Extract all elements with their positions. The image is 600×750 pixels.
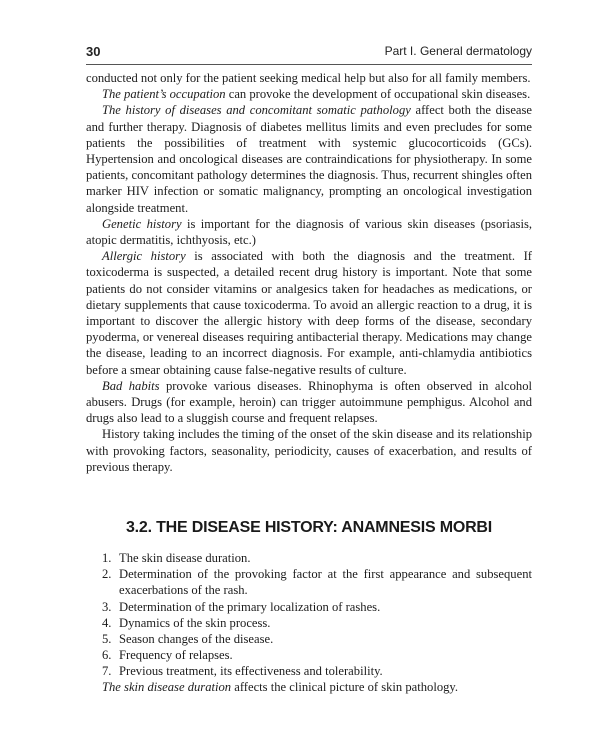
body-text bbox=[86, 70, 532, 475]
paragraph bbox=[86, 378, 532, 427]
paragraph-lead: Bad habits bbox=[102, 378, 160, 393]
paragraph-text: affect both the disease and further therapy. Diagnosis of diabetes mellitus limits and even precludes for some patients the possibilities of treatment with systemic glucocorticoids (GCs). Hypertension and oncological diseases are contraindications for physiotherapy. In some patients, concomitant pathology determines the diagnosis. Thus, recurrent shingles often marker HIV infection or somatic malignancy, prompting an oncological investigation alongside treatment. bbox=[86, 103, 532, 215]
header-rule bbox=[86, 64, 532, 65]
page-number: 30 bbox=[86, 44, 101, 59]
list-item bbox=[86, 566, 532, 598]
paragraph bbox=[86, 102, 532, 215]
list-item-text: Season changes of the disease. bbox=[119, 632, 274, 647]
list-number: 1. bbox=[102, 551, 112, 565]
closing-paragraph bbox=[86, 679, 532, 695]
list-item-text: Determination of the provoking factor at the first appearance and subsequent exacerbations of the rash. bbox=[119, 567, 532, 598]
list-item bbox=[86, 647, 532, 663]
section-heading: 3.2. THE DISEASE HISTORY: ANAMNESIS MORBI bbox=[125, 519, 493, 536]
paragraph-lead: The history of diseases and concomitant somatic pathology bbox=[102, 103, 411, 118]
paragraph bbox=[86, 426, 532, 475]
paragraph-text: affects the clinical picture of skin pathology. bbox=[231, 680, 459, 694]
paragraph-text: is associated with both the diagnosis and the treatment. If toxicoderma is suspected, a detailed recent drug history is important. Note that some patients do not consider vitamins or analgesics taken for headaches as medications, or dietary supplements that cause toxicoderma. To avoid an allergic reaction to a drug, it is important to discover the allergic history with deep forms of the disease, secondary pyoderma, or venereal diseases requiring antibacterial therapy. Medications may change the disease, leading to an incorrect diagnosis. For example, anti-chlamydia antibiotics before a smear obtaining cause false-negative results of culture. bbox=[86, 249, 532, 377]
list-item bbox=[86, 599, 532, 615]
paragraph bbox=[86, 70, 532, 86]
list-number: 2. bbox=[102, 567, 112, 582]
list-item-text: Previous treatment, its effectiveness and tolerability. bbox=[119, 664, 383, 679]
running-title: Part I. General dermatology bbox=[384, 44, 532, 58]
paragraph-lead: The patient’s occupation bbox=[102, 87, 226, 102]
list-item-text: Frequency of relapses. bbox=[119, 648, 233, 663]
running-header bbox=[86, 44, 532, 64]
list-number: 5. bbox=[102, 632, 112, 647]
list-item-text: The skin disease duration. bbox=[119, 551, 251, 565]
paragraph bbox=[86, 216, 532, 248]
paragraph-text: History taking includes the timing of the onset of the skin disease and its relationship with provoking factors, seasonality, periodicity, causes of exacerbation, and results of previous therapy. bbox=[86, 427, 532, 474]
paragraph-lead: Genetic history bbox=[102, 216, 182, 231]
paragraph bbox=[86, 86, 532, 102]
list-number: 3. bbox=[102, 599, 112, 614]
list-item bbox=[86, 663, 532, 679]
list-item bbox=[86, 631, 532, 647]
paragraph-text: provoke various diseases. Rhinophyma is often observed in alcohol abusers. Drugs (for example, heroin) can trigger autoimmune pemphigus. Alcohol and drugs also lead to a sluggish course and frequent relapses. bbox=[86, 378, 532, 426]
list-number: 7. bbox=[102, 664, 112, 679]
paragraph-text: is important for the diagnosis of various skin diseases (psoriasis, atopic dermatitis, ichthyosis, etc.) bbox=[86, 216, 532, 248]
list-number: 4. bbox=[102, 615, 112, 630]
list-item bbox=[86, 550, 532, 566]
list-number: 6. bbox=[102, 648, 112, 663]
paragraph-lead: The skin disease duration bbox=[102, 680, 232, 694]
list-item-text: Dynamics of the skin process. bbox=[119, 615, 271, 630]
list-item-text: Determination of the primary localization of rashes. bbox=[119, 599, 381, 614]
paragraph-text: can provoke the development of occupational skin diseases. bbox=[225, 87, 531, 102]
numbered-list bbox=[86, 550, 532, 680]
list-item bbox=[86, 615, 532, 631]
paragraph-lead: Allergic history bbox=[102, 249, 186, 264]
paragraph bbox=[86, 248, 532, 378]
paragraph-text: conducted not only for the patient seeking medical help but also for all family members. bbox=[86, 71, 531, 85]
